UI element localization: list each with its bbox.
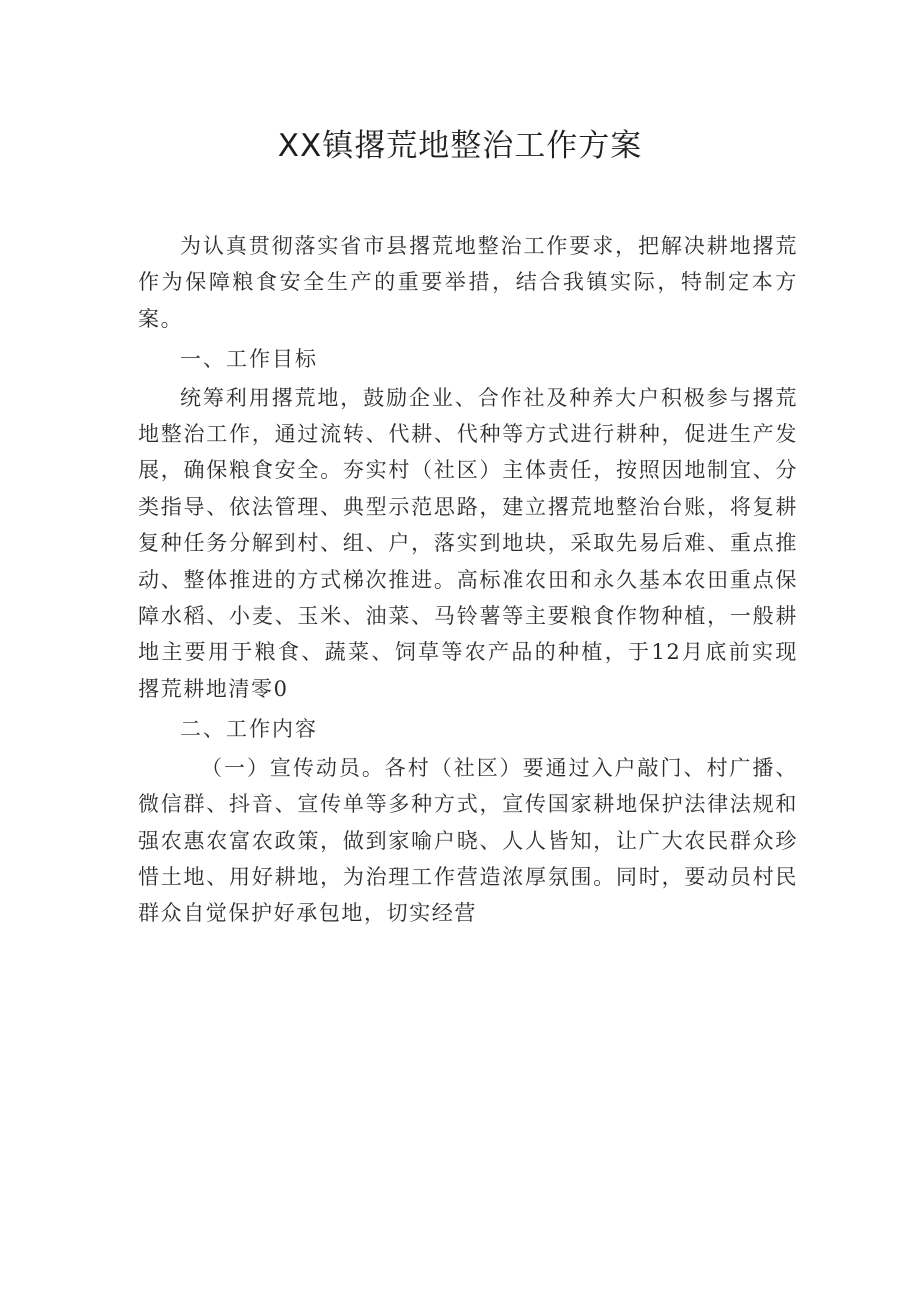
content-item-publicity: （一）宣传动员。各村（社区）要通过入户敲门、村广播、微信群、抖音、宣传单等多种方式，宣传国家耕地保护法律法规和强农惠农富农政策，做到家喻户晓、人人皆知，让广大农民群众珍惜土地、用好耕地，为治理工作营造浓厚氛围。同时，要动员村民群众自觉保护好承包地，切实经营 — [138, 755, 798, 926]
document-title: XX镇撂荒地整治工作方案 — [277, 128, 643, 164]
intro-paragraph: 为认真贯彻落实省市县撂荒地整治工作要求，把解决耕地撂荒作为保障粮食安全生产的重要举措，结合我镇实际，特制定本方案。 — [138, 234, 798, 331]
goals-paragraph: 统筹利用撂荒地，鼓励企业、合作社及种养大户积极参与撂荒地整治工作，通过流转、代耕、代种等方式进行耕种，促进生产发展，确保粮食安全。夯实村（社区）主体责任，按照因地制宜、分类指导、依法管理、典型示范思路，建立撂荒地整治台账，将复耕复种任务分解到村、组、户，落实到地块，采取先易后难、重点推动、整体推进的方式梯次推进。高标准农田和永久基本农田重点保障水稻、小麦、玉米、油菜、马铃薯等主要粮食作物种植，一般耕地主要用于粮食、蔬菜、饲草等农产品的种植，于12月底前实现撂荒耕地清零0 — [138, 385, 798, 701]
document-body — [138, 228, 798, 932]
section-heading-goals: 一、工作目标 — [180, 347, 318, 372]
section-heading-content: 二、工作内容 — [180, 717, 318, 742]
